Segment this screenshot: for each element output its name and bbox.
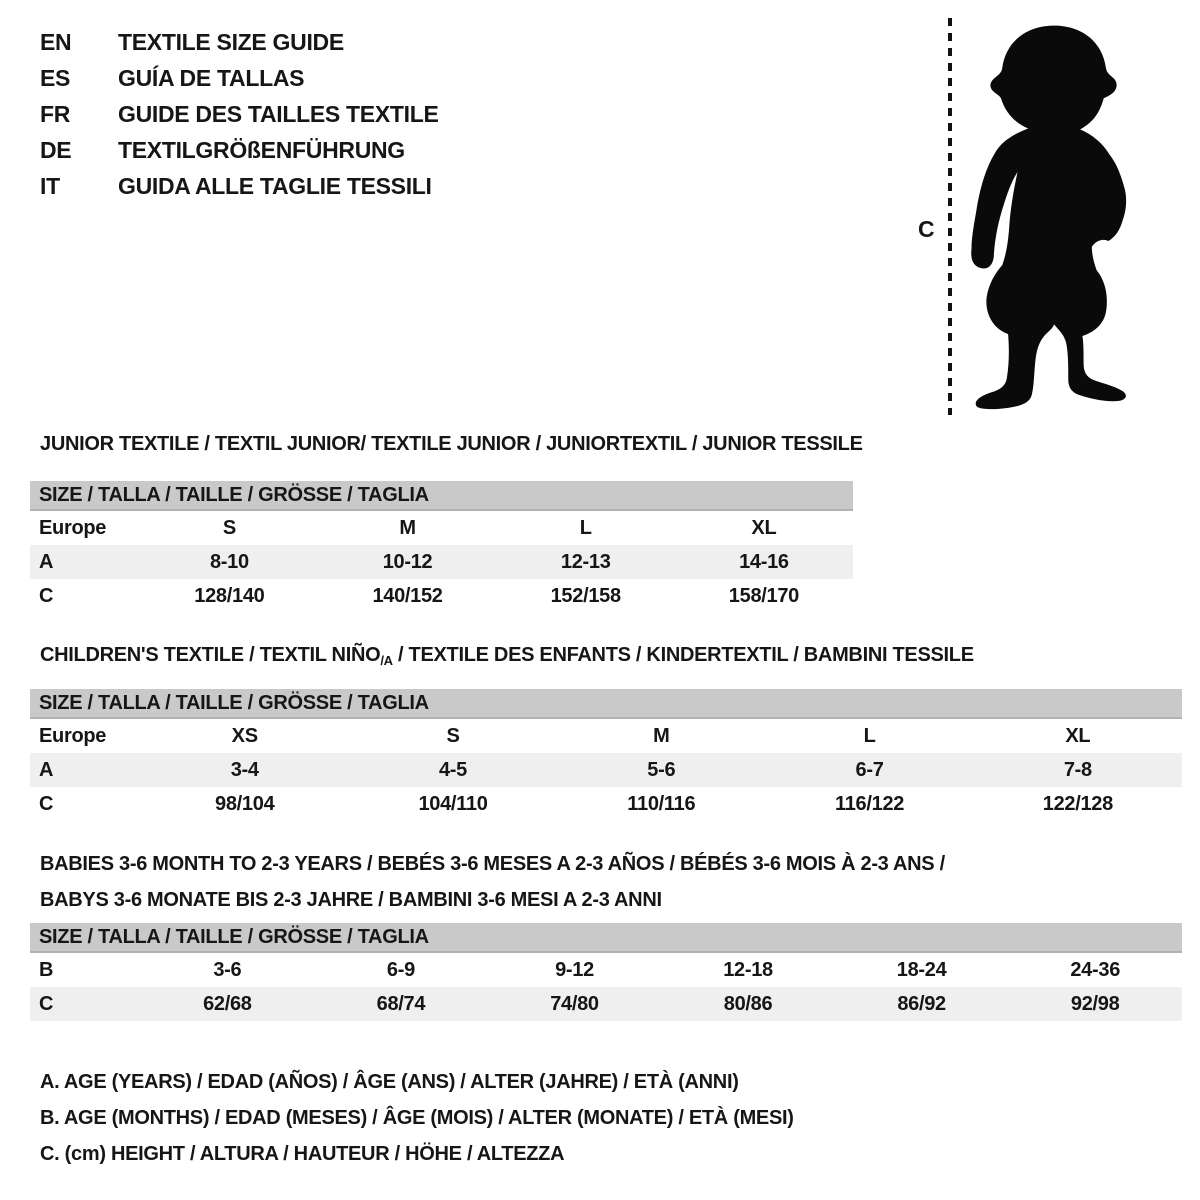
- children-section-title: CHILDREN'S TEXTILE / TEXTIL $NIÑO_{/A}$ / TEXTILE DES ENFANTS / KINDERTEXTIL / BAMBINI TESSILE: [40, 644, 974, 668]
- value-cell: XL: [1065, 724, 1091, 747]
- value-cell: 152/158: [550, 584, 621, 607]
- language-code: IT: [40, 172, 60, 199]
- value-cell: 98/104: [215, 792, 275, 815]
- value-cell: 104/110: [418, 792, 488, 815]
- value-cell: 158/170: [728, 584, 799, 607]
- language-title: TEXTILE SIZE GUIDE: [118, 28, 344, 55]
- language-code: EN: [40, 28, 72, 55]
- row-label-cell: Europe: [39, 516, 107, 539]
- value-cell: XS: [231, 724, 258, 747]
- value-cell: 18-24: [896, 958, 947, 981]
- language-list: [40, 24, 439, 204]
- children-size-table: [30, 689, 1182, 821]
- value-cell: 6-7: [765, 753, 973, 787]
- value-cell: 14-16: [675, 545, 853, 579]
- value-cell: 74/80: [488, 987, 662, 1021]
- row-label-cell: A: [30, 545, 140, 579]
- value-cell: 8-10: [140, 545, 318, 579]
- babies-section-title: [40, 846, 945, 918]
- value-cell: 10-12: [318, 545, 496, 579]
- babies-title-line2: BABYS 3-6 MONATE BIS 2-3 JAHRE / BAMBINI 3-6 MESI A 2-3 ANNI: [40, 889, 662, 911]
- language-code: ES: [40, 64, 71, 91]
- value-cell: 6-9: [386, 958, 415, 981]
- language-title: TEXTILGRÖßENFÜHRUNG: [118, 136, 405, 163]
- value-cell: 140/152: [372, 584, 443, 607]
- baby-silhouette-icon: [971, 26, 1126, 409]
- junior-size-table: [30, 481, 853, 613]
- legend: [40, 1064, 794, 1172]
- value-cell: 9-12: [555, 958, 594, 981]
- footnote-a: A. AGE (YEARS) / EDAD (AÑOS) / ÂGE (ANS) / ALTER (JAHRE) / ETÀ (ANNI): [40, 1071, 739, 1093]
- value-cell: 80/86: [661, 987, 835, 1021]
- language-row: [40, 24, 439, 60]
- value-cell: L: [863, 724, 876, 747]
- language-title: GUIDE DES TAILLES TEXTILE: [118, 100, 439, 127]
- value-cell: 4-5: [349, 753, 557, 787]
- value-cell: M: [653, 724, 670, 747]
- value-cell: 110/116: [627, 792, 696, 815]
- language-row: [40, 168, 439, 204]
- footnote-b: B. AGE (MONTHS) / EDAD (MESES) / ÂGE (MOIS) / ALTER (MONATE) / ETÀ (MESI): [40, 1107, 794, 1129]
- row-label-cell: C: [39, 584, 54, 607]
- babies-title-line1: BABIES 3-6 MONTH TO 2-3 YEARS / BEBÉS 3-6 MESES A 2-3 AÑOS / BÉBÉS 3-6 MOIS À 2-3 ANS /: [40, 853, 945, 875]
- value-cell: 3-4: [141, 753, 349, 787]
- language-row: [40, 96, 439, 132]
- value-cell: 68/74: [314, 987, 488, 1021]
- table-row: [30, 511, 853, 545]
- value-cell: 122/128: [1042, 792, 1113, 815]
- junior-section-title: JUNIOR TEXTILE / TEXTIL JUNIOR/ TEXTILE JUNIOR / JUNIORTEXTIL / JUNIOR TESSILE: [40, 433, 863, 455]
- table-row: [30, 753, 1182, 787]
- value-cell: M: [399, 516, 416, 539]
- value-cell: 86/92: [835, 987, 1009, 1021]
- row-label-cell: C: [30, 987, 141, 1021]
- height-measure-figure: [880, 8, 1190, 428]
- footnote-c: C. (cm) HEIGHT / ALTURA / HAUTEUR / HÖHE / ALTEZZA: [40, 1143, 565, 1165]
- language-title: GUIDA ALLE TAGLIE TESSILI: [118, 172, 432, 199]
- table-row: [30, 987, 1182, 1021]
- value-cell: 128/140: [194, 584, 265, 607]
- table-row: [30, 787, 1182, 821]
- table-row: [30, 719, 1182, 753]
- language-row: [40, 60, 439, 96]
- value-cell: XL: [751, 516, 777, 539]
- row-label-cell: A: [30, 753, 141, 787]
- size-header-bar: SIZE / TALLA / TAILLE / GRÖSSE / TAGLIA: [30, 689, 1182, 719]
- size-header-bar: SIZE / TALLA / TAILLE / GRÖSSE / TAGLIA: [30, 923, 1182, 953]
- table-row: [30, 579, 853, 613]
- value-cell: 7-8: [974, 753, 1182, 787]
- value-cell: S: [222, 516, 236, 539]
- value-cell: 62/68: [141, 987, 315, 1021]
- value-cell: 3-6: [213, 958, 242, 981]
- height-label-c: C: [918, 216, 935, 242]
- value-cell: L: [579, 516, 592, 539]
- language-code: DE: [40, 136, 72, 163]
- row-label-cell: B: [39, 958, 54, 981]
- value-cell: 116/122: [835, 792, 905, 815]
- value-cell: S: [446, 724, 460, 747]
- language-code: FR: [40, 100, 71, 127]
- table-row: [30, 953, 1182, 987]
- language-title: GUÍA DE TALLAS: [118, 64, 305, 91]
- row-label-cell: Europe: [39, 724, 107, 747]
- table-row: [30, 545, 853, 579]
- babies-size-table: [30, 923, 1182, 1021]
- value-cell: 5-6: [557, 753, 765, 787]
- value-cell: 12-13: [497, 545, 675, 579]
- size-header-bar: SIZE / TALLA / TAILLE / GRÖSSE / TAGLIA: [30, 481, 853, 511]
- value-cell: 12-18: [723, 958, 773, 981]
- value-cell: 92/98: [1008, 987, 1182, 1021]
- language-row: [40, 132, 439, 168]
- value-cell: 24-36: [1070, 958, 1121, 981]
- row-label-cell: C: [39, 792, 54, 815]
